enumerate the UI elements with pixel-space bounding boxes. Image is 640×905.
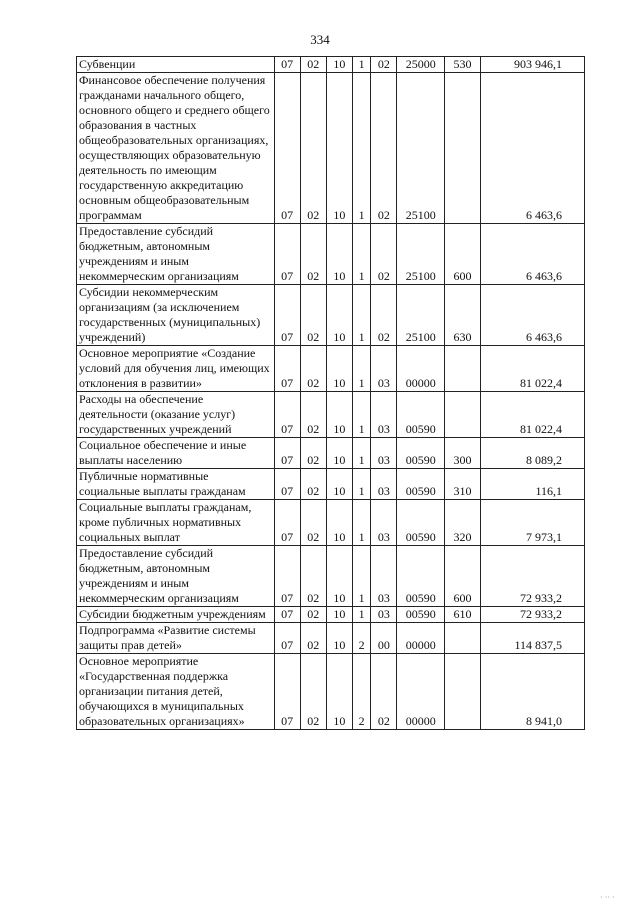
row-name: Субсидии бюджетным учреждениям (77, 607, 275, 623)
code-program: 10 (326, 607, 352, 623)
code-subsection: 02 (300, 73, 326, 224)
code-program: 10 (326, 623, 352, 654)
table-row (77, 607, 585, 623)
code-subprogram: 1 (352, 438, 370, 469)
code-direction: 00590 (397, 607, 445, 623)
code-subprogram: 1 (352, 546, 370, 607)
code-expense-type: 630 (445, 285, 481, 346)
code-activity: 00 (371, 623, 397, 654)
code-direction: 25100 (397, 224, 445, 285)
table-row (77, 224, 585, 285)
table-row (77, 654, 585, 730)
code-expense-type: 320 (445, 500, 481, 546)
code-subprogram: 1 (352, 392, 370, 438)
code-section: 07 (274, 546, 300, 607)
code-subsection: 02 (300, 654, 326, 730)
code-direction: 25000 (397, 57, 445, 73)
code-expense-type (445, 392, 481, 438)
row-amount: 8 941,0 (480, 654, 584, 730)
code-subsection: 02 (300, 346, 326, 392)
code-direction: 25100 (397, 285, 445, 346)
table-row (77, 346, 585, 392)
row-name: Публичные нормативные социальные выплаты гражданам (77, 469, 275, 500)
budget-table (76, 56, 585, 730)
row-name: Социальное обеспечение и иные выплаты населению (77, 438, 275, 469)
row-name: Основное мероприятие «Государственная поддержка организации питания детей, обучающихся в муниципальных образовательных организациях» (77, 654, 275, 730)
code-subprogram: 1 (352, 607, 370, 623)
table-row (77, 500, 585, 546)
row-amount: 6 463,6 (480, 285, 584, 346)
table-row (77, 438, 585, 469)
code-subsection: 02 (300, 438, 326, 469)
table-row (77, 57, 585, 73)
row-name: Субсидии некоммерческим организациям (за исключением государственных (муниципальных) учреждений) (77, 285, 275, 346)
code-activity: 03 (371, 469, 397, 500)
code-expense-type: 530 (445, 57, 481, 73)
row-name: Расходы на обеспечение деятельности (оказание услуг) государственных учреждений (77, 392, 275, 438)
code-subprogram: 2 (352, 654, 370, 730)
code-program: 10 (326, 438, 352, 469)
table-row (77, 623, 585, 654)
code-direction: 00000 (397, 654, 445, 730)
code-subprogram: 1 (352, 224, 370, 285)
code-program: 10 (326, 546, 352, 607)
table-row (77, 73, 585, 224)
code-activity: 02 (371, 654, 397, 730)
row-name: Субвенции (77, 57, 275, 73)
table-row (77, 469, 585, 500)
code-subprogram: 1 (352, 346, 370, 392)
code-subsection: 02 (300, 392, 326, 438)
code-subprogram: 1 (352, 73, 370, 224)
code-activity: 03 (371, 500, 397, 546)
code-subsection: 02 (300, 623, 326, 654)
code-subsection: 02 (300, 500, 326, 546)
row-name: Подпрограмма «Развитие системы защиты прав детей» (77, 623, 275, 654)
code-subsection: 02 (300, 607, 326, 623)
row-amount: 72 933,2 (480, 607, 584, 623)
code-direction: 00000 (397, 623, 445, 654)
page-number: 334 (310, 32, 330, 47)
code-section: 07 (274, 392, 300, 438)
code-program: 10 (326, 57, 352, 73)
code-direction: 25100 (397, 73, 445, 224)
code-section: 07 (274, 607, 300, 623)
code-expense-type: 600 (445, 546, 481, 607)
row-name: Социальные выплаты гражданам, кроме публичных нормативных социальных выплат (77, 500, 275, 546)
code-section: 07 (274, 654, 300, 730)
code-subsection: 02 (300, 224, 326, 285)
row-amount: 81 022,4 (480, 392, 584, 438)
row-amount: 8 089,2 (480, 438, 584, 469)
code-direction: 00590 (397, 438, 445, 469)
row-amount: 114 837,5 (480, 623, 584, 654)
code-subsection: 02 (300, 285, 326, 346)
code-program: 10 (326, 224, 352, 285)
table-row (77, 546, 585, 607)
code-direction: 00590 (397, 469, 445, 500)
code-subsection: 02 (300, 546, 326, 607)
row-amount: 81 022,4 (480, 346, 584, 392)
code-activity: 03 (371, 346, 397, 392)
code-program: 10 (326, 392, 352, 438)
code-program: 10 (326, 285, 352, 346)
row-name: Финансовое обеспечение получения гражданами начального общего, основного общего и среднего общего образования в частных общеобразовательных организациях, осуществляющих образовательную деятельность по имеющим государственную аккредитацию основным общеобразовательным программам (77, 73, 275, 224)
code-subsection: 02 (300, 469, 326, 500)
code-program: 10 (326, 73, 352, 224)
code-subprogram: 2 (352, 623, 370, 654)
code-activity: 03 (371, 392, 397, 438)
code-direction: 00590 (397, 392, 445, 438)
code-section: 07 (274, 438, 300, 469)
code-expense-type: 610 (445, 607, 481, 623)
code-expense-type: 300 (445, 438, 481, 469)
code-activity: 02 (371, 285, 397, 346)
code-section: 07 (274, 57, 300, 73)
row-amount: 6 463,6 (480, 73, 584, 224)
code-section: 07 (274, 500, 300, 546)
row-name: Предоставление субсидий бюджетным, автономным учреждениям и иным некоммерческим организациям (77, 224, 275, 285)
row-name: Предоставление субсидий бюджетным, автономным учреждениям и иным некоммерческим организациям (77, 546, 275, 607)
code-activity: 02 (371, 224, 397, 285)
code-direction: 00000 (397, 346, 445, 392)
row-amount: 72 933,2 (480, 546, 584, 607)
code-subprogram: 1 (352, 285, 370, 346)
code-section: 07 (274, 469, 300, 500)
row-amount: 116,1 (480, 469, 584, 500)
code-expense-type: 310 (445, 469, 481, 500)
code-subprogram: 1 (352, 500, 370, 546)
code-section: 07 (274, 346, 300, 392)
row-amount: 7 973,1 (480, 500, 584, 546)
code-expense-type (445, 654, 481, 730)
code-section: 07 (274, 623, 300, 654)
code-program: 10 (326, 500, 352, 546)
row-amount: 6 463,6 (480, 224, 584, 285)
code-expense-type (445, 623, 481, 654)
code-subprogram: 1 (352, 469, 370, 500)
code-program: 10 (326, 654, 352, 730)
code-activity: 02 (371, 57, 397, 73)
row-name: Основное мероприятие «Создание условий для обучения лиц, имеющих отклонения в развитии» (77, 346, 275, 392)
code-expense-type (445, 73, 481, 224)
code-direction: 00590 (397, 500, 445, 546)
code-subprogram: 1 (352, 57, 370, 73)
code-program: 10 (326, 469, 352, 500)
code-expense-type: 600 (445, 224, 481, 285)
code-section: 07 (274, 224, 300, 285)
code-section: 07 (274, 73, 300, 224)
code-activity: 03 (371, 438, 397, 469)
budget-table-body (77, 57, 585, 730)
table-row (77, 285, 585, 346)
row-amount: 903 946,1 (480, 57, 584, 73)
code-direction: 00590 (397, 546, 445, 607)
code-activity: 03 (371, 546, 397, 607)
code-program: 10 (326, 346, 352, 392)
table-row (77, 392, 585, 438)
code-expense-type (445, 346, 481, 392)
code-activity: 02 (371, 73, 397, 224)
code-activity: 03 (371, 607, 397, 623)
code-subsection: 02 (300, 57, 326, 73)
code-section: 07 (274, 285, 300, 346)
scan-artifact: · ·· · (600, 893, 615, 902)
